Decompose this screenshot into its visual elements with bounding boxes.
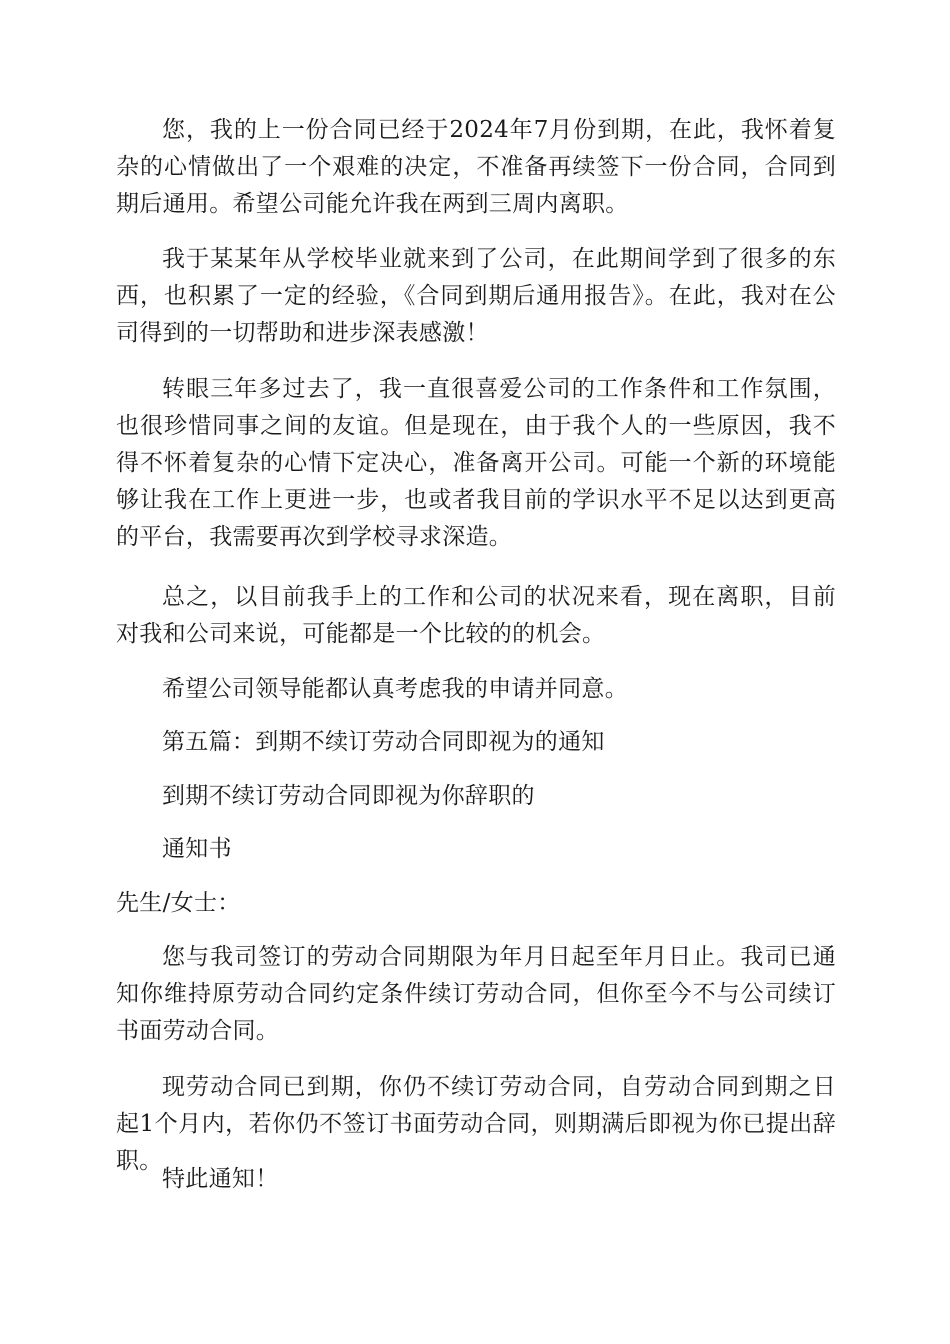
paragraph-contract-expiry: 您，我的上一份合同已经于2024年7月份到期，在此，我怀着复杂的心情做出了一个艰难的决定，不准备再续签下一份合同，合同到期后通用。希望公司能允许我在两到三周内离职。 xyxy=(116,117,836,217)
closing-notice: 特此通知！ xyxy=(162,1166,279,1192)
paragraph-graduation: 我于某某年从学校毕业就来到了公司，在此期间学到了很多的东西，也积累了一定的经验，《合同到期后通用报告》。在此，我对在公司得到的一切帮助和进步深表感激！ xyxy=(116,246,836,346)
paragraph-hope: 希望公司领导能都认真考虑我的申请并同意。 xyxy=(162,676,628,702)
paragraph-resignation-deemed: 现劳动合同已到期，你仍不续订劳动合同，自劳动合同到期之日起1个月内，若你仍不签订书面劳动合同，则期满后即视为你已提出辞职。 xyxy=(116,1074,836,1174)
paragraph-contract-term: 您与我司签订的劳动合同期限为年月日起至年月日止。我司已通知你维持原劳动合同约定条件续订劳动合同，但你至今不与公司续订书面劳动合同。 xyxy=(116,944,836,1044)
paragraph-conclusion: 总之，以目前我手上的工作和公司的状况来看，现在离职，目前对我和公司来说，可能都是一个比较的的机会。 xyxy=(116,584,836,647)
section-heading: 第五篇：到期不续订劳动合同即视为的通知 xyxy=(162,729,605,755)
salutation: 先生/女士： xyxy=(116,890,241,916)
notice-subtitle: 通知书 xyxy=(162,836,232,862)
paragraph-three-years: 转眼三年多过去了，我一直很喜爱公司的工作条件和工作氛围，也很珍惜同事之间的友谊。但是现在，由于我个人的一些原因，我不得不怀着复杂的心情下定决心，准备离开公司。可能一个新的环境能够让我在工作上更进一步，也或者我目前的学识水平不足以达到更高的平台，我需要再次到学校寻求深造。 xyxy=(116,376,836,550)
notice-title: 到期不续订劳动合同即视为你辞职的 xyxy=(162,783,535,809)
